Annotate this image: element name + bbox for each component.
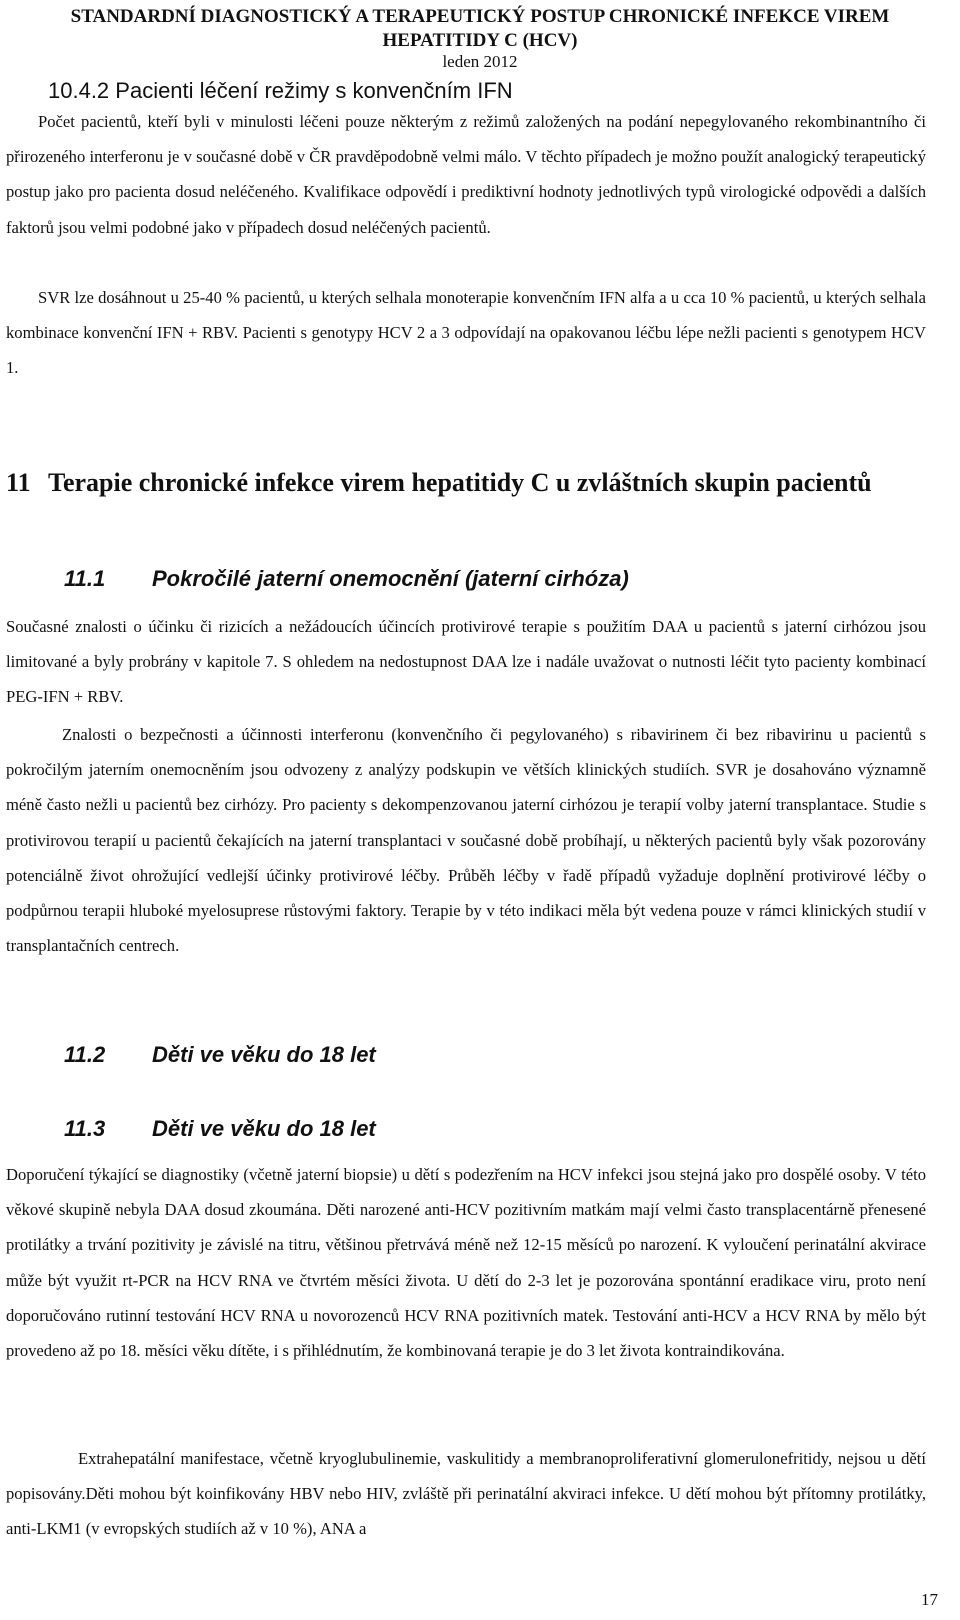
chapter-11-title: Terapie chronické infekce virem hepatitidy C u zvláštních skupin pacientů (48, 468, 872, 497)
section-11-1-paragraph-1: Současné znalosti o účinku či rizicích a nežádoucích účincích protivirové terapie s použitím DAA u pacientů s jaterní cirhózou jsou limitované a byly probrány v kapitole 7. S ohledem na nedostupnost DAA lze i nadále uvažovat o nutnosti léčit tyto pacienty kombinací PEG-IFN + RBV. (6, 617, 926, 707)
section-11-1-number: 11.1 (64, 566, 106, 591)
section-11-1-paragraph-2: Znalosti o bezpečnosti a účinnosti interferonu (konvenčního či pegylovaného) s ribavirinem či bez ribavirinu u pacientů s pokročilým jaterním onemocněním jsou odvozeny z analýzy podskupin ve větších klinických studiích. SVR je dosahováno významně méně často nežli u pacientů bez cirhózy. Pro pacienty s dekompenzovanou jaterní cirhózou je terapií volby jaterní transplantace. Studie s protivirovou terapií u pacientů čekajících na jaterní transplantaci v současné době probíhají, u některých pacientů byly však pozorovány potenciálně život ohrožující vedlejší účinky protivirové léčby. Průběh léčby v řadě případů vyžaduje doplnění protivirové léčby o podpůrnou terapii hluboké myelosuprese růstovými faktory. Terapie by v této indikaci měla být vedena pouze v rámci klinických studií v transplantačních centrech. (6, 725, 926, 956)
section-11-3-title: Děti ve věku do 18 let (152, 1116, 376, 1141)
section-10-4-2-heading: 10.4.2 Pacienti léčení režimy s konvenčním IFN (48, 78, 513, 103)
header-title-line2: HEPATITIDY C (HCV) (382, 30, 578, 51)
section-11-1-title: Pokročilé jaterní onemocnění (jaterní cirhóza) (152, 566, 629, 591)
section-11-3-paragraph-2: Extrahepatální manifestace, včetně kryoglubulinemie, vaskulitidy a membranoproliferativní glomerulonefritidy, nejsou u dětí popisovány.Děti mohou být koinfikovány HBV nebo HIV, zvláště při perinatální akviraci infekce. U dětí mohou být přítomny protilátky, anti-LKM1 (v evropských studiích až v 10 %), ANA a (6, 1449, 926, 1539)
section-11-3-number: 11.3 (64, 1116, 106, 1141)
section-11-2-title: Děti ve věku do 18 let (152, 1042, 376, 1067)
chapter-11-number: 11 (6, 468, 31, 497)
section-10-4-2-paragraph-1: Počet pacientů, kteří byli v minulosti léčeni pouze některým z režimů založených na podání nepegylovaného rekombinantního či přirozeného interferonu je v současné době v ČR pravděpodobně velmi málo. V těchto případech je možno použít analogický terapeutický postup jako pro pacienta dosud neléčeného. Kvalifikace odpovědí i prediktivní hodnoty jednotlivých typů virologické odpovědi a dalších faktorů jsou velmi podobné jako v případech dosud neléčených pacientů. (6, 112, 926, 237)
section-10-4-2-paragraph-2: SVR lze dosáhnout u 25-40 % pacientů, u kterých selhala monoterapie konvenčním IFN alfa a u cca 10 % pacientů, u kterých selhala kombinace konvenční IFN + RBV. Pacienti s genotypy HCV 2 a 3 odpovídají na opakovanou léčbu lépe nežli pacienti s genotypem HCV 1. (6, 288, 926, 378)
header-title-line1: STANDARDNÍ DIAGNOSTICKÝ A TERAPEUTICKÝ POSTUP CHRONICKÉ INFEKCE VIREM (70, 6, 890, 27)
section-11-3-paragraph-1: Doporučení týkající se diagnostiky (včetně jaterní biopsie) u dětí s podezřením na HCV infekci jsou stejná jako pro dospělé osoby. V této věkové skupině nebyla DAA dosud zkoumána. Děti narozené anti-HCV pozitivním matkám mají velmi často transplacentárně přenesené protilátky a trvání pozitivity je závislé na titru, většinou přetrvává méně než 12-15 měsíců po narození. K vyloučení perinatální akvirace může být využit rt-PCR na HCV RNA ve čtvrtém měsíci života. U dětí do 2-3 let je pozorována spontánní eradikace viru, proto není doporučováno rutinní testování HCV RNA u novorozenců HCV RNA pozitivních matek. Testování anti-HCV a HCV RNA by mělo být provedeno až po 18. měsíci věku dítěte, i s přihlédnutím, že kombinovaná terapie je do 3 let života kontraindikována. (6, 1165, 926, 1361)
header-date: leden 2012 (442, 52, 518, 71)
section-11-2-number: 11.2 (64, 1042, 106, 1067)
page-number: 17 (921, 1590, 938, 1609)
